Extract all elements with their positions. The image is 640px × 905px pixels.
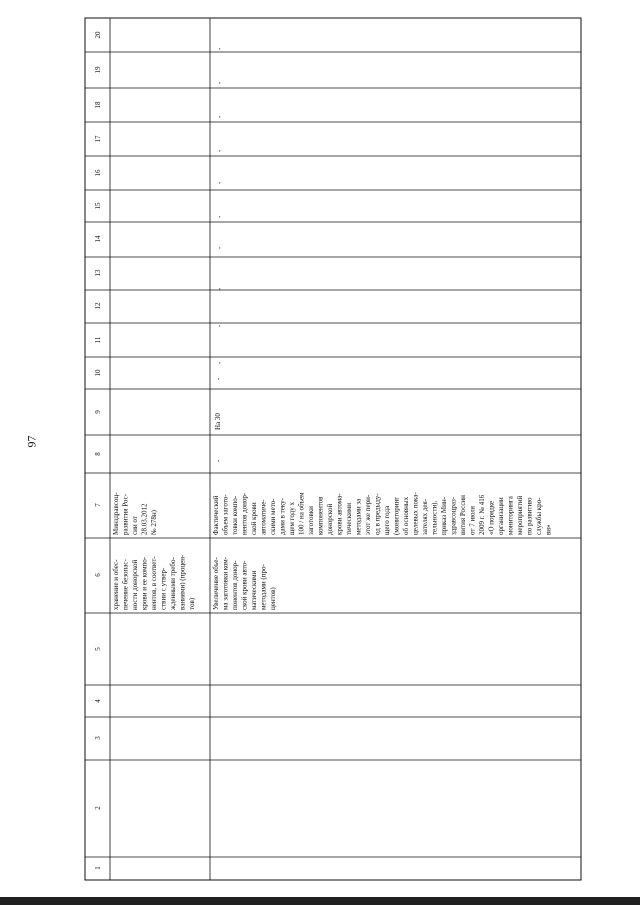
row-a-col6 [112, 554, 196, 611]
svg-text:службы кро-: службы кро- [535, 497, 543, 535]
svg-text:тическими: тическими [345, 502, 353, 535]
page-number: 97 [24, 435, 39, 448]
header-19: 19 [94, 66, 102, 74]
table-column-lines [85, 52, 581, 857]
svg-text:мониторинга: мониторинга [506, 496, 515, 535]
header-20: 20 [94, 31, 102, 39]
header-9: 9 [94, 410, 102, 414]
svg-text:нентов, в соответ-: нентов, в соответ- [150, 556, 158, 610]
header-11: 11 [94, 336, 102, 344]
svg-text:от 7 июля: от 7 июля [468, 506, 477, 535]
svg-text:понентов донор-: понентов донор- [231, 560, 239, 610]
svg-text:(мониторинг: (мониторинг [392, 496, 401, 535]
column-headers [94, 31, 102, 870]
header-17: 17 [94, 135, 102, 143]
svg-text:щего года: щего года [383, 505, 391, 535]
svg-text:Минздравсоц-: Минздравсоц- [112, 492, 120, 535]
dash-mark: - [217, 361, 224, 364]
svg-text:товки компо-: товки компо- [231, 495, 239, 535]
svg-text:сии от: сии от [131, 516, 139, 535]
table-vertical-lines [110, 18, 210, 880]
svg-text:жденными требо-: жденными требо- [169, 557, 177, 610]
svg-text:од в предыду-: од в предыду- [373, 493, 382, 535]
header-12: 12 [94, 302, 102, 310]
svg-text:печение безопас-: печение безопас- [121, 559, 130, 610]
svg-text:центов): центов) [269, 587, 277, 610]
dash-mark: - [217, 246, 224, 249]
header-13: 13 [94, 269, 102, 277]
scan-bottom-edge [0, 897, 640, 905]
svg-text:Фактический: Фактический [212, 495, 220, 535]
svg-text:компонентов: компонентов [316, 496, 325, 535]
header-6: 6 [94, 573, 102, 577]
svg-text:№ 278н): № 278н) [150, 509, 158, 535]
svg-text:тов): тов) [188, 597, 196, 610]
svg-text:ви»: ви» [544, 524, 553, 535]
svg-text:2009 г. № 416: 2009 г. № 416 [478, 494, 486, 535]
svg-text:развития Рос-: развития Рос- [121, 493, 130, 535]
svg-text:28.03.2012: 28.03.2012 [140, 503, 149, 535]
dash-mark: - [217, 81, 224, 84]
svg-text:автоматиче-: автоматиче- [259, 499, 268, 535]
svg-text:хранение и обес-: хранение и обес- [112, 559, 120, 610]
header-4: 4 [94, 699, 102, 703]
row-b-col7 [212, 492, 553, 535]
dash-mark: - [217, 324, 224, 327]
svg-text:«О порядке: «О порядке [487, 500, 496, 535]
dash-mark: - [217, 115, 224, 118]
row-b-col8: - [214, 459, 222, 462]
dash-mark: - [217, 149, 224, 152]
svg-text:щем году х: щем году х [288, 502, 296, 535]
svg-text:по развитию: по развитию [525, 497, 534, 535]
header-7: 7 [94, 503, 102, 507]
svg-text:крови и ее компо-: крови и ее компо- [140, 556, 149, 610]
svg-text:скими мето-: скими мето- [269, 498, 277, 535]
row-a-col7 [112, 492, 158, 535]
svg-text:целевых пока-: целевых пока- [411, 492, 420, 535]
svg-text:заготовки: заготовки [307, 506, 315, 535]
svg-text:ской крови: ской крови [250, 502, 258, 535]
svg-text:нентов донор-: нентов донор- [240, 492, 249, 535]
header-14: 14 [94, 235, 102, 243]
svg-text:об основных: об основных [402, 496, 410, 535]
svg-text:ваниями) (процен-: ваниями) (процен- [178, 554, 187, 610]
svg-text:ности донорской: ности донорской [131, 559, 139, 610]
svg-text:методами за: методами за [354, 498, 363, 535]
svg-text:донорской: донорской [326, 503, 334, 535]
header-3: 3 [94, 736, 102, 740]
svg-text:мероприятий: мероприятий [516, 495, 524, 535]
row-b-col6 [212, 556, 277, 610]
svg-text:крови автома-: крови автома- [335, 493, 344, 535]
dash-mark: - [217, 181, 224, 184]
svg-text:зателях дея-: зателях дея- [421, 498, 429, 535]
svg-text:здравсоцраз-: здравсоцраз- [449, 496, 458, 535]
svg-text:вития России: вития России [459, 495, 467, 535]
header-15: 15 [94, 202, 102, 210]
row-b-col9: На 30 [214, 413, 222, 430]
table-frame [85, 18, 581, 880]
header-5: 5 [94, 647, 102, 651]
dash-mark: - [217, 215, 224, 218]
row-b-dashes [217, 47, 224, 364]
svg-text:100 / на объем: 100 / на объем [297, 492, 306, 535]
svg-text:приказ Мин-: приказ Мин- [440, 497, 448, 535]
svg-text:организации: организации [497, 497, 505, 535]
header-10: 10 [94, 369, 102, 377]
svg-text:ской крови авто-: ской крови авто- [240, 560, 249, 610]
svg-text:этот же пери-: этот же пери- [364, 494, 372, 535]
svg-text:методами (про-: методами (про- [259, 564, 268, 610]
dash-mark: - [217, 47, 224, 50]
svg-text:матическими: матическими [250, 570, 258, 610]
header-8: 8 [94, 452, 102, 456]
header-18: 18 [94, 101, 102, 109]
row-b-col10: - [214, 377, 222, 380]
header-2: 2 [94, 806, 102, 810]
svg-text:ма заготовки ком-: ма заготовки ком- [221, 556, 230, 610]
svg-text:дами в теку-: дами в теку- [278, 498, 287, 535]
header-16: 16 [94, 169, 102, 177]
svg-text:ствии с утвер-: ствии с утвер- [159, 567, 168, 610]
svg-text:Увеличение объе-: Увеличение объе- [212, 557, 220, 610]
dash-mark: - [217, 287, 224, 290]
svg-text:объем загото-: объем загото- [221, 494, 230, 535]
svg-text:тельности),: тельности), [430, 500, 439, 535]
header-1: 1 [94, 866, 102, 870]
